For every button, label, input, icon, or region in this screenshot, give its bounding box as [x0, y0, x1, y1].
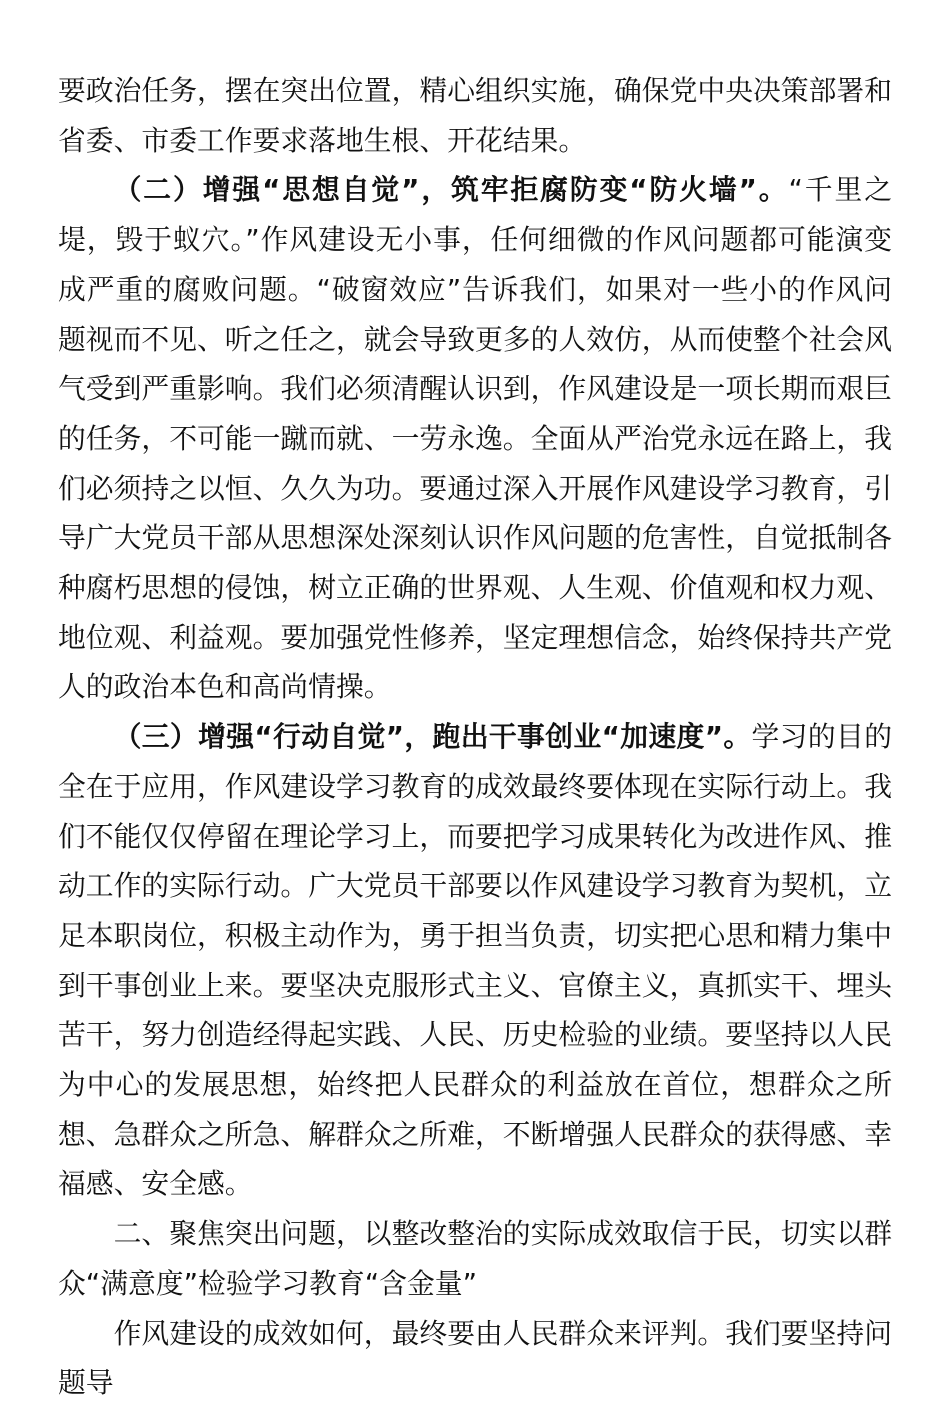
paragraph-thinking-awareness-body: “千里之堤，毁于蚁穴。”作风建设无小事，任何细微的作风问题都可能演变成严重的腐败问题。“破窗效应”告诉我们，如果对一些小的作风问题视而不见、听之任之，就会导致更多的人效仿，从而使整个社会风气受到严重影响。我们必须清醒认识到，作风建设是一项长期而艰巨的任务，不可能一蹴而就、一劳永逸。全面从严治党永远在路上，我们必须持之以恒、久久为功。要通过深入开展作风建设学习教育，引导广大党员干部从思想深处深刻认识作风问题的危害性，自觉抵制各种腐朽思想的侵蚀，树立正确的世界观、人生观、价值观和权力观、地位观、利益观。要加强党性修养，坚定理想信念，始终保持共产党人的政治本色和高尚情操。 — [58, 173, 893, 704]
paragraph-final: 作风建设的成效如何，最终要由人民群众来评判。我们要坚持问题导 — [58, 1316, 892, 1400]
document-page — [58, 66, 892, 1408]
paragraph-action-awareness — [58, 712, 892, 1209]
paragraph-thinking-awareness — [58, 165, 892, 712]
paragraph-continuation: 要政治任务，摆在突出位置，精心组织实施，确保党中央决策部署和省委、市委工作要求落地生根、开花结果。 — [58, 74, 892, 157]
section-heading-2: 二、聚焦突出问题，以整改整治的实际成效取信于民，切实以群众“满意度”检验学习教育“含金量” — [58, 1217, 892, 1300]
subheading-action-awareness: （三）增强“行动自觉”，跑出干事创业“加速度”。 — [113, 720, 752, 754]
subheading-thinking-awareness: （二）增强“思想自觉”，筑牢拒腐防变“防火墙”。 — [113, 173, 789, 207]
paragraph-action-awareness-body: 学习的目的全在于应用，作风建设学习教育的成效最终要体现在实际行动上。我们不能仅仅停留在理论学习上，而要把学习成果转化为改进作风、推动工作的实际行动。广大党员干部要以作风建设学习教育为契机，立足本职岗位，积极主动作为，勇于担当负责，切实把心思和精力集中到干事创业上来。要坚决克服形式主义、官僚主义，真抓实干、埋头苦干，努力创造经得起实践、人民、历史检验的业绩。要坚持以人民为中心的发展思想，始终把人民群众的利益放在首位，想群众之所想、急群众之所急、解群众之所难，不断增强人民群众的获得感、幸福感、安全感。 — [58, 720, 892, 1201]
